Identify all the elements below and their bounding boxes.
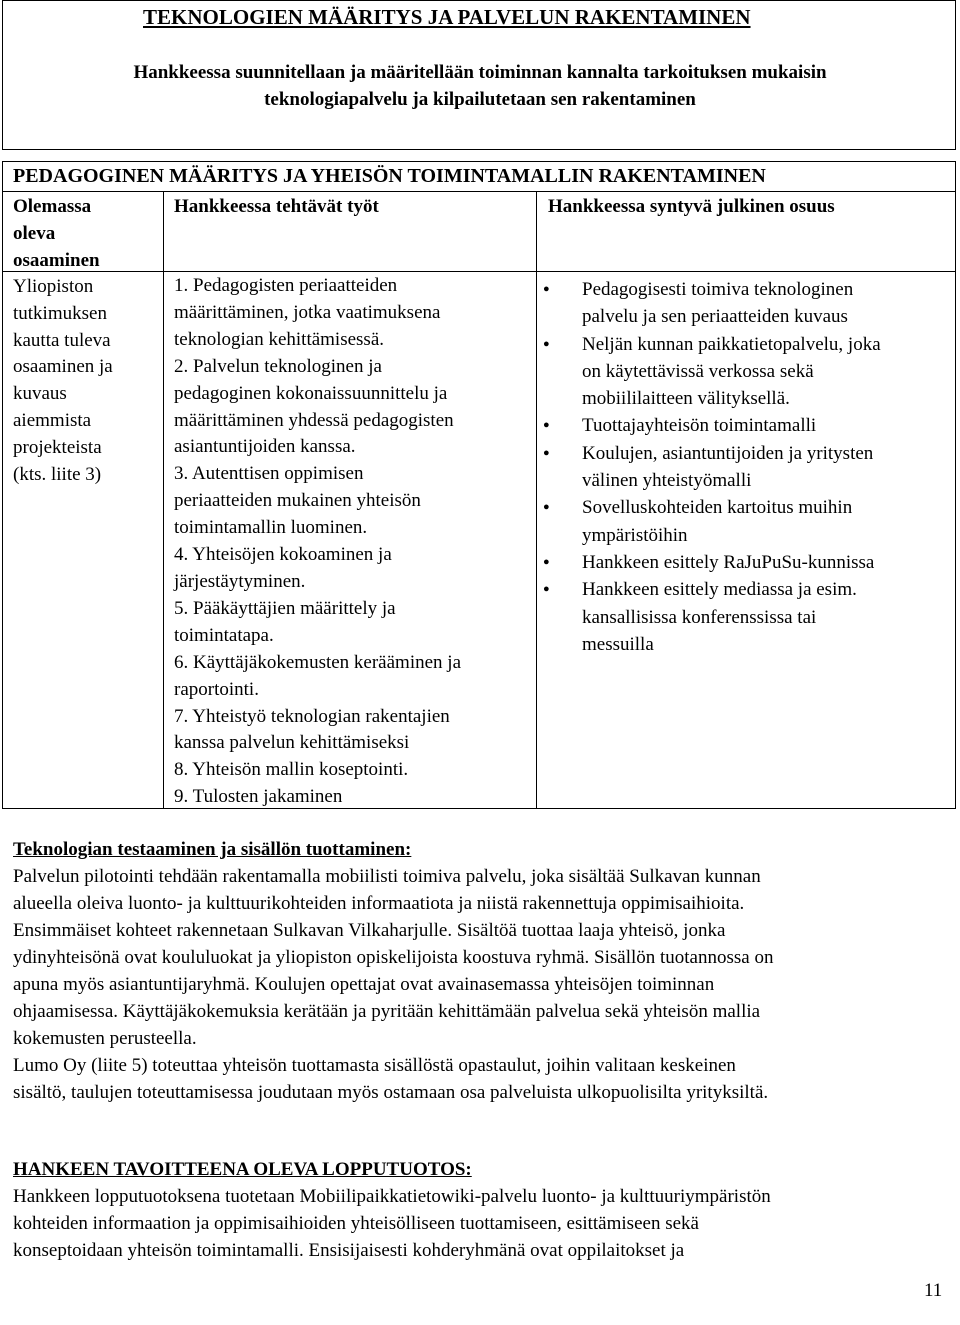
list-item: ● Neljän kunnan paikkatietopalvelu, joka on käytettävissä verkossa sekä mobiililaitteen välityksellä. [540,331,952,413]
list-item: ● Hankkeen esittely mediassa ja esim. kansallisissa konferenssissa tai messuilla [540,576,952,658]
column-header-public-output: Hankkeessa syntyvä julkinen osuus [548,196,835,217]
paragraph-line: kohteiden informaation ja oppimisaihioiden yhteisölliseen tuottamiseen, esittämiseen sekä [13,1213,699,1234]
list-item: ● Koulujen, asiantuntijoiden ja yritysten välinen yhteistyömalli [540,440,952,495]
tasks-cell: 1. Pedagogisten periaatteiden määrittäminen, jotka vaatimuksena teknologian kehittämisessä. 2. Palvelun teknologinen ja pedagoginen kokonaissuunnittelu ja määrittäminen yhdessä pedagogisten asiantuntijoiden kanssa. 3. Autenttisen oppimisen periaatteiden mukainen yhteisön toimintamallin luominen. 4. Yhteisöjen kokoaminen ja järjestäytyminen. 5. Pääkäyttäjien määrittely ja toimintatapa. 6. Käyttäjäkokemusten kerääminen ja raportointi. 7. Yhteistyö teknologian rakentajien kanssa palvelun kehittämiseksi 8. Yhteisön mallin koseptointi. 9. Tulosten jakaminen [174,275,462,808]
column-header-existing-knowledge: Olemassa oleva osaaminen [13,196,100,271]
list-item: ● Pedagogisesti toimiva teknologinen palvelu ja sen periaatteiden kuvaus [540,276,952,331]
section-heading: HANKEEN TAVOITTEENA OLEVA LOPPUTUOTOS: [13,1159,472,1180]
box-subtitle-line: teknologiapalvelu ja kilpailutetaan sen rakentaminen [264,89,696,110]
paragraph-line: ohjaamisessa. Käyttäjäkokemuksia kerätään ja pyritään kehittämään palvelua sekä yhteisön mallia [13,1001,761,1022]
output-list [540,276,952,658]
column-header-tasks: Hankkeessa tehtävät työt [174,196,379,217]
paragraph-line: sisältö, taulujen toteuttamisessa joudutaan myös ostamaan osa palveluista ulkopuolisilta yrityksiltä. [13,1082,769,1103]
paragraph-line: Palvelun pilotointi tehdään rakentamalla mobiilisti toimiva palvelu, joka sisältää Sulkavan kunnan [13,866,761,887]
list-item: ● Tuottajayhteisön toimintamalli [540,412,952,439]
paragraph-line: ydinyhteisönä ovat koululuokat ja yliopiston opiskelijoista koostuva ryhmä. Sisällön tuotannossa on [13,947,774,968]
technology-definition-box [2,0,956,150]
table-divider [2,271,956,272]
box-subtitle-line: Hankkeessa suunnitellaan ja määritellään toiminnan kannalta tarkoituksen mukaisin [133,62,827,83]
column-divider [536,191,537,809]
section-heading: Teknologian testaaminen ja sisällön tuottaminen: [13,839,412,860]
paragraph-line: Lumo Oy (liite 5) toteuttaa yhteisön tuottamasta sisällöstä opastaulut, joihin valitaan keskeinen [13,1055,736,1076]
column-divider [163,191,164,809]
page-number: 11 [924,1280,943,1301]
list-item: ● Sovelluskohteiden kartoitus muihin ympäristöihin [540,494,952,549]
paragraph-line: konseptoidaan yhteisön toimintamalli. Ensisijaisesti kohderyhmänä ovat oppilaitokset ja [13,1240,685,1261]
public-output-cell [540,276,952,658]
testing-section [13,836,953,1106]
final-product-section [13,1156,953,1264]
list-item: ● Hankkeen esittely RaJuPuSu-kunnissa [540,549,952,576]
paragraph-line: Hankkeen lopputuotoksena tuotetaan Mobiilipaikkatietowiki-palvelu luonto- ja kulttuuriympäristön [13,1186,771,1207]
table-divider [2,191,956,192]
paragraph-line: apuna myös asiantuntijaryhmä. Koulujen opettajat ovat avainasemassa yhteisöjen toiminnan [13,974,715,995]
paragraph-line: alueella oleiva luonto- ja kulttuurikohteiden informaatiota ja niistä rakennettuja oppimisaihioita. [13,893,745,914]
box-subtitle [3,59,957,113]
paragraph-line: Ensimmäiset kohteet rakennetaan Sulkavan Vilkaharjulle. Sisältöä tuottaa laaja yhteisö, jonka [13,920,726,941]
table-title: PEDAGOGINEN MÄÄRITYS JA YHEISÖN TOIMINTAMALLIN RAKENTAMINEN [13,165,766,187]
paragraph-line: kokemusten perusteella. [13,1028,197,1049]
box-title: TEKNOLOGIEN MÄÄRITYS JA PALVELUN RAKENTAMINEN [143,5,751,29]
existing-knowledge-cell: Yliopiston tutkimuksen kautta tuleva osaaminen ja kuvaus aiemmista projekteista (kts. liite 3) [13,276,113,485]
